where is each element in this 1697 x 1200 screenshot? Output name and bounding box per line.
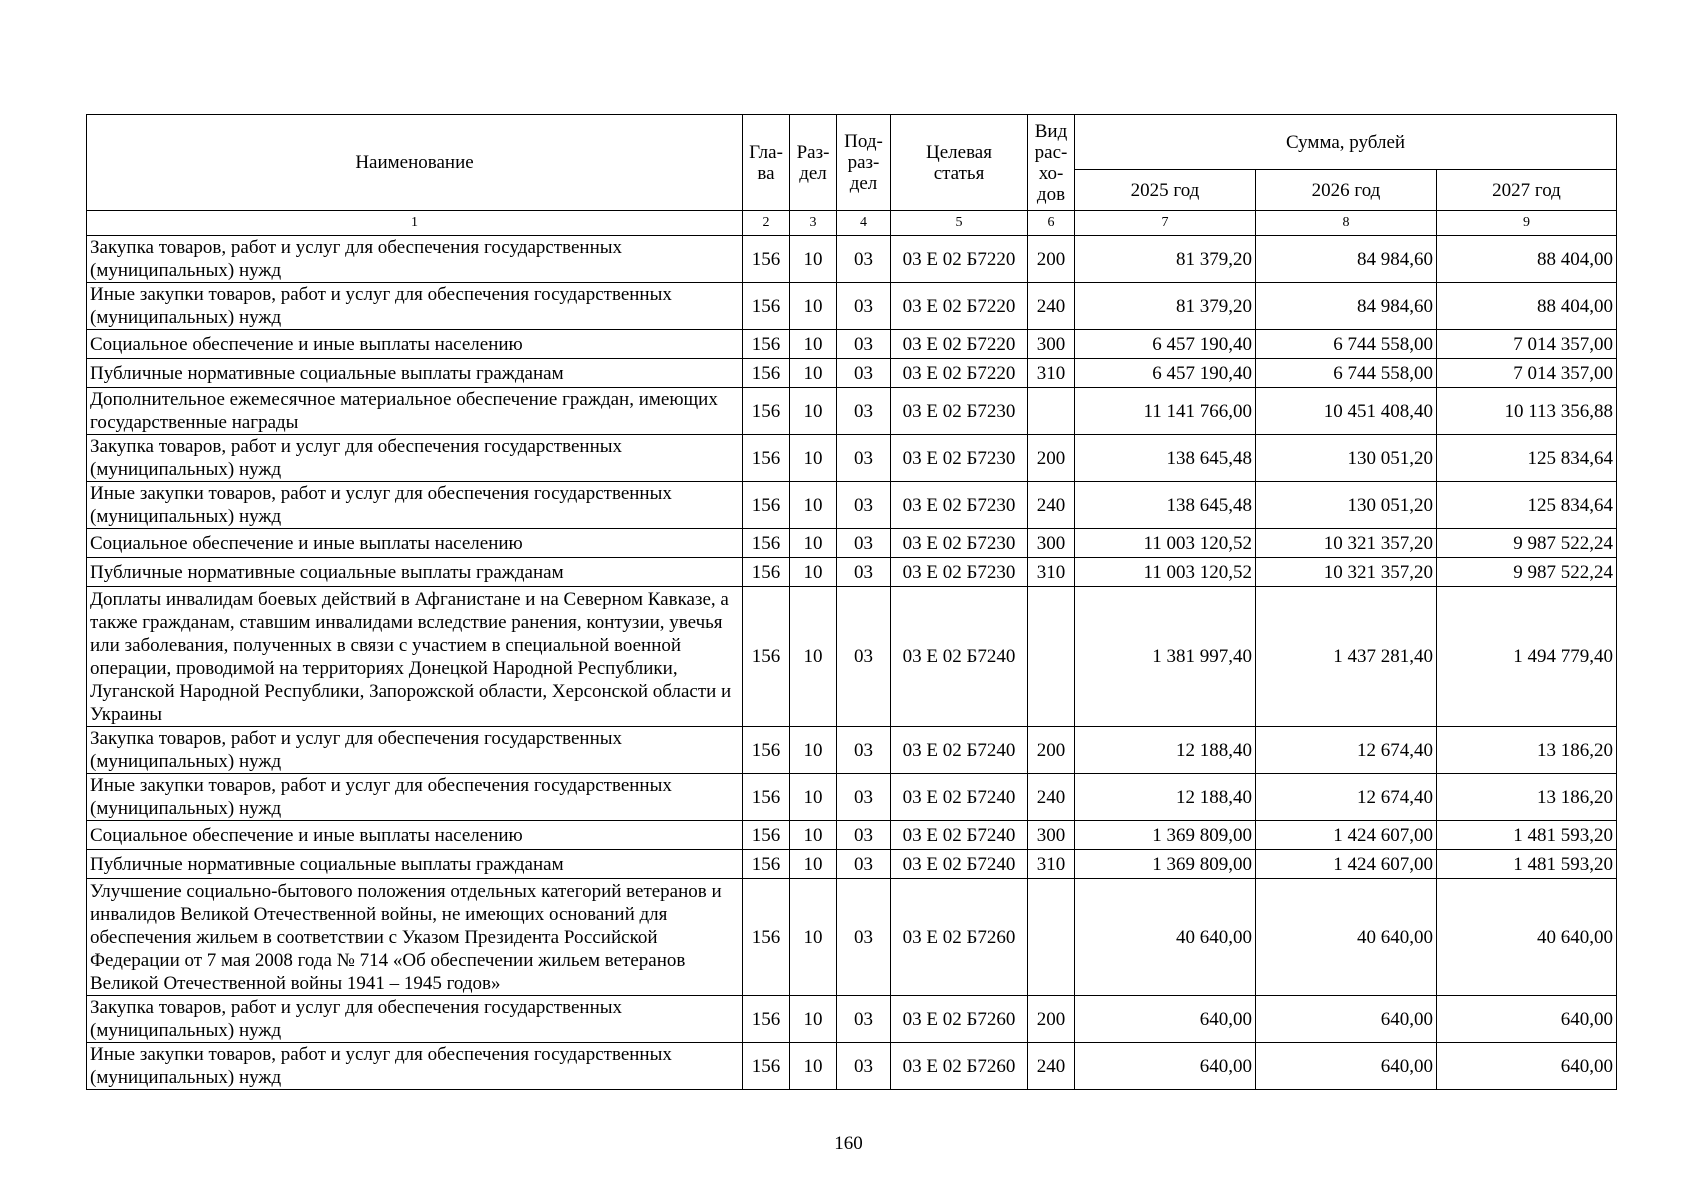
row-razdel: 10 <box>790 850 837 879</box>
row-glava: 156 <box>743 482 790 529</box>
row-amount-2025: 1 369 809,00 <box>1075 850 1256 879</box>
header-summa: Сумма, рублей <box>1075 115 1617 170</box>
row-vid-rashodov: 300 <box>1028 821 1075 850</box>
row-celevaya-statya: 03 Е 02 Б7230 <box>891 435 1028 482</box>
row-glava: 156 <box>743 359 790 388</box>
row-podrazdel: 03 <box>837 283 891 330</box>
row-amount-2027: 88 404,00 <box>1437 236 1617 283</box>
row-vid-rashodov: 240 <box>1028 774 1075 821</box>
row-glava: 156 <box>743 727 790 774</box>
row-amount-2025: 6 457 190,40 <box>1075 330 1256 359</box>
row-name: Иные закупки товаров, работ и услуг для обеспечения государственных (муниципальных) нужд <box>87 1043 743 1090</box>
row-podrazdel: 03 <box>837 587 891 727</box>
row-name: Закупка товаров, работ и услуг для обеспечения государственных (муниципальных) нужд <box>87 996 743 1043</box>
row-name: Публичные нормативные социальные выплаты гражданам <box>87 359 743 388</box>
row-amount-2027: 1 481 593,20 <box>1437 821 1617 850</box>
row-celevaya-statya: 03 Е 02 Б7220 <box>891 359 1028 388</box>
row-amount-2025: 81 379,20 <box>1075 283 1256 330</box>
table-row <box>87 558 1617 587</box>
row-amount-2025: 11 003 120,52 <box>1075 529 1256 558</box>
row-vid-rashodov: 240 <box>1028 1043 1075 1090</box>
row-amount-2027: 1 481 593,20 <box>1437 850 1617 879</box>
row-name: Иные закупки товаров, работ и услуг для обеспечения государственных (муниципальных) нужд <box>87 482 743 529</box>
row-amount-2025: 138 645,48 <box>1075 435 1256 482</box>
row-amount-2026: 6 744 558,00 <box>1256 330 1437 359</box>
row-amount-2025: 1 369 809,00 <box>1075 821 1256 850</box>
row-vid-rashodov <box>1028 587 1075 727</box>
row-amount-2027: 88 404,00 <box>1437 283 1617 330</box>
row-vid-rashodov <box>1028 879 1075 996</box>
column-number: 8 <box>1256 211 1437 236</box>
table-row <box>87 482 1617 529</box>
header-year-2027: 2027 год <box>1437 170 1617 211</box>
row-razdel: 10 <box>790 330 837 359</box>
row-amount-2027: 7 014 357,00 <box>1437 359 1617 388</box>
row-razdel: 10 <box>790 879 837 996</box>
row-amount-2025: 11 141 766,00 <box>1075 388 1256 435</box>
row-name: Доплаты инвалидам боевых действий в Афганистане и на Северном Кавказе, а также гражданам, ставшим инвалидами вследствие ранения, контузии, увечья или заболевания, полученных в связи с участием в специальной военной операции, проводимой на территориях Донецкой Народной Республики, Луганской Народной Республики, Запорожской области, Херсонской области и Украины <box>87 587 743 727</box>
row-amount-2025: 1 381 997,40 <box>1075 587 1256 727</box>
row-glava: 156 <box>743 821 790 850</box>
row-glava: 156 <box>743 529 790 558</box>
row-name: Социальное обеспечение и иные выплаты населению <box>87 330 743 359</box>
row-amount-2026: 1 424 607,00 <box>1256 850 1437 879</box>
row-glava: 156 <box>743 558 790 587</box>
table-row <box>87 529 1617 558</box>
row-vid-rashodov: 310 <box>1028 359 1075 388</box>
row-razdel: 10 <box>790 283 837 330</box>
row-amount-2027: 7 014 357,00 <box>1437 330 1617 359</box>
row-glava: 156 <box>743 774 790 821</box>
row-amount-2027: 125 834,64 <box>1437 482 1617 529</box>
row-celevaya-statya: 03 Е 02 Б7240 <box>891 821 1028 850</box>
row-celevaya-statya: 03 Е 02 Б7220 <box>891 283 1028 330</box>
row-glava: 156 <box>743 850 790 879</box>
row-glava: 156 <box>743 388 790 435</box>
table-row <box>87 330 1617 359</box>
row-razdel: 10 <box>790 529 837 558</box>
table-row <box>87 996 1617 1043</box>
row-amount-2027: 13 186,20 <box>1437 774 1617 821</box>
row-amount-2026: 1 424 607,00 <box>1256 821 1437 850</box>
row-name: Иные закупки товаров, работ и услуг для обеспечения государственных (муниципальных) нужд <box>87 283 743 330</box>
header-glava: Гла- ва <box>743 115 790 211</box>
table-row <box>87 879 1617 996</box>
row-amount-2025: 81 379,20 <box>1075 236 1256 283</box>
row-razdel: 10 <box>790 435 837 482</box>
row-celevaya-statya: 03 Е 02 Б7230 <box>891 482 1028 529</box>
row-vid-rashodov: 300 <box>1028 529 1075 558</box>
row-podrazdel: 03 <box>837 435 891 482</box>
header-celevaya-statya: Целевая статья <box>891 115 1028 211</box>
row-vid-rashodov: 310 <box>1028 850 1075 879</box>
row-razdel: 10 <box>790 1043 837 1090</box>
row-razdel: 10 <box>790 558 837 587</box>
page-number: 160 <box>834 1133 863 1154</box>
row-podrazdel: 03 <box>837 879 891 996</box>
row-razdel: 10 <box>790 727 837 774</box>
row-amount-2026: 1 437 281,40 <box>1256 587 1437 727</box>
row-amount-2026: 84 984,60 <box>1256 236 1437 283</box>
row-vid-rashodov: 240 <box>1028 283 1075 330</box>
row-amount-2026: 40 640,00 <box>1256 879 1437 996</box>
row-glava: 156 <box>743 879 790 996</box>
row-amount-2027: 9 987 522,24 <box>1437 558 1617 587</box>
row-vid-rashodov: 240 <box>1028 482 1075 529</box>
header-podrazdel: Под- раз- дел <box>837 115 891 211</box>
row-celevaya-statya: 03 Е 02 Б7220 <box>891 236 1028 283</box>
table-row <box>87 821 1617 850</box>
row-celevaya-statya: 03 Е 02 Б7260 <box>891 1043 1028 1090</box>
row-celevaya-statya: 03 Е 02 Б7230 <box>891 558 1028 587</box>
table-row <box>87 388 1617 435</box>
row-podrazdel: 03 <box>837 388 891 435</box>
table-row <box>87 850 1617 879</box>
table-row <box>87 236 1617 283</box>
row-podrazdel: 03 <box>837 529 891 558</box>
column-number-row <box>87 211 1617 236</box>
header-razdel: Раз- дел <box>790 115 837 211</box>
row-celevaya-statya: 03 Е 02 Б7240 <box>891 774 1028 821</box>
row-amount-2026: 640,00 <box>1256 1043 1437 1090</box>
row-podrazdel: 03 <box>837 359 891 388</box>
column-number: 7 <box>1075 211 1256 236</box>
table-row <box>87 774 1617 821</box>
row-podrazdel: 03 <box>837 1043 891 1090</box>
row-razdel: 10 <box>790 359 837 388</box>
row-name: Социальное обеспечение и иные выплаты населению <box>87 529 743 558</box>
row-amount-2026: 12 674,40 <box>1256 727 1437 774</box>
row-amount-2027: 13 186,20 <box>1437 727 1617 774</box>
row-amount-2025: 138 645,48 <box>1075 482 1256 529</box>
budget-table <box>86 114 1617 1090</box>
row-amount-2027: 640,00 <box>1437 996 1617 1043</box>
row-celevaya-statya: 03 Е 02 Б7230 <box>891 529 1028 558</box>
row-name: Дополнительное ежемесячное материальное обеспечение граждан, имеющих государственные награды <box>87 388 743 435</box>
row-razdel: 10 <box>790 388 837 435</box>
row-amount-2027: 40 640,00 <box>1437 879 1617 996</box>
row-podrazdel: 03 <box>837 821 891 850</box>
row-podrazdel: 03 <box>837 727 891 774</box>
row-podrazdel: 03 <box>837 482 891 529</box>
row-celevaya-statya: 03 Е 02 Б7260 <box>891 879 1028 996</box>
table-row <box>87 587 1617 727</box>
column-number: 6 <box>1028 211 1075 236</box>
header-name: Наименование <box>87 115 743 211</box>
column-number: 3 <box>790 211 837 236</box>
header-vid-rashodov: Вид рас- хо- дов <box>1028 115 1075 211</box>
row-vid-rashodov: 200 <box>1028 435 1075 482</box>
row-name: Закупка товаров, работ и услуг для обеспечения государственных (муниципальных) нужд <box>87 727 743 774</box>
row-razdel: 10 <box>790 821 837 850</box>
row-amount-2026: 84 984,60 <box>1256 283 1437 330</box>
row-razdel: 10 <box>790 774 837 821</box>
row-vid-rashodov <box>1028 388 1075 435</box>
row-podrazdel: 03 <box>837 774 891 821</box>
row-name: Закупка товаров, работ и услуг для обеспечения государственных (муниципальных) нужд <box>87 435 743 482</box>
table-body <box>87 236 1617 1090</box>
row-amount-2025: 6 457 190,40 <box>1075 359 1256 388</box>
row-celevaya-statya: 03 Е 02 Б7220 <box>891 330 1028 359</box>
row-glava: 156 <box>743 996 790 1043</box>
row-vid-rashodov: 200 <box>1028 996 1075 1043</box>
row-celevaya-statya: 03 Е 02 Б7260 <box>891 996 1028 1043</box>
row-razdel: 10 <box>790 236 837 283</box>
row-amount-2027: 640,00 <box>1437 1043 1617 1090</box>
row-podrazdel: 03 <box>837 850 891 879</box>
row-vid-rashodov: 310 <box>1028 558 1075 587</box>
row-podrazdel: 03 <box>837 996 891 1043</box>
row-vid-rashodov: 200 <box>1028 236 1075 283</box>
row-glava: 156 <box>743 330 790 359</box>
table-row <box>87 435 1617 482</box>
row-name: Иные закупки товаров, работ и услуг для обеспечения государственных (муниципальных) нужд <box>87 774 743 821</box>
row-name: Улучшение социально-бытового положения отдельных категорий ветеранов и инвалидов Великой Отечественной войны, не имеющих оснований для обеспечения жильем в соответствии с Указом Президента Российской Федерации от 7 мая 2008 года № 714 «Об обеспечении жильем ветеранов Великой Отечественной войны 1941 – 1945 годов» <box>87 879 743 996</box>
column-number: 2 <box>743 211 790 236</box>
row-podrazdel: 03 <box>837 558 891 587</box>
row-name: Публичные нормативные социальные выплаты гражданам <box>87 850 743 879</box>
row-glava: 156 <box>743 587 790 727</box>
row-podrazdel: 03 <box>837 330 891 359</box>
row-amount-2026: 130 051,20 <box>1256 435 1437 482</box>
row-razdel: 10 <box>790 587 837 727</box>
row-amount-2026: 10 451 408,40 <box>1256 388 1437 435</box>
row-amount-2025: 12 188,40 <box>1075 774 1256 821</box>
row-name: Социальное обеспечение и иные выплаты населению <box>87 821 743 850</box>
row-podrazdel: 03 <box>837 236 891 283</box>
row-glava: 156 <box>743 283 790 330</box>
row-celevaya-statya: 03 Е 02 Б7240 <box>891 727 1028 774</box>
row-amount-2027: 9 987 522,24 <box>1437 529 1617 558</box>
row-glava: 156 <box>743 435 790 482</box>
row-glava: 156 <box>743 1043 790 1090</box>
row-glava: 156 <box>743 236 790 283</box>
table-row <box>87 727 1617 774</box>
row-amount-2025: 640,00 <box>1075 996 1256 1043</box>
header-year-2025: 2025 год <box>1075 170 1256 211</box>
column-number: 9 <box>1437 211 1617 236</box>
row-celevaya-statya: 03 Е 02 Б7230 <box>891 388 1028 435</box>
row-amount-2025: 11 003 120,52 <box>1075 558 1256 587</box>
table-row <box>87 1043 1617 1090</box>
row-amount-2027: 125 834,64 <box>1437 435 1617 482</box>
row-celevaya-statya: 03 Е 02 Б7240 <box>891 850 1028 879</box>
column-number: 1 <box>87 211 743 236</box>
row-amount-2025: 12 188,40 <box>1075 727 1256 774</box>
row-vid-rashodov: 200 <box>1028 727 1075 774</box>
row-razdel: 10 <box>790 996 837 1043</box>
row-amount-2026: 640,00 <box>1256 996 1437 1043</box>
table-row <box>87 359 1617 388</box>
column-number: 4 <box>837 211 891 236</box>
row-amount-2026: 10 321 357,20 <box>1256 558 1437 587</box>
row-amount-2026: 10 321 357,20 <box>1256 529 1437 558</box>
row-amount-2026: 6 744 558,00 <box>1256 359 1437 388</box>
row-amount-2026: 130 051,20 <box>1256 482 1437 529</box>
row-celevaya-statya: 03 Е 02 Б7240 <box>891 587 1028 727</box>
row-name: Публичные нормативные социальные выплаты гражданам <box>87 558 743 587</box>
row-amount-2025: 40 640,00 <box>1075 879 1256 996</box>
column-number: 5 <box>891 211 1028 236</box>
table-row <box>87 283 1617 330</box>
row-amount-2025: 640,00 <box>1075 1043 1256 1090</box>
row-vid-rashodov: 300 <box>1028 330 1075 359</box>
row-amount-2027: 10 113 356,88 <box>1437 388 1617 435</box>
row-amount-2026: 12 674,40 <box>1256 774 1437 821</box>
row-amount-2027: 1 494 779,40 <box>1437 587 1617 727</box>
row-razdel: 10 <box>790 482 837 529</box>
header-year-2026: 2026 год <box>1256 170 1437 211</box>
row-name: Закупка товаров, работ и услуг для обеспечения государственных (муниципальных) нужд <box>87 236 743 283</box>
